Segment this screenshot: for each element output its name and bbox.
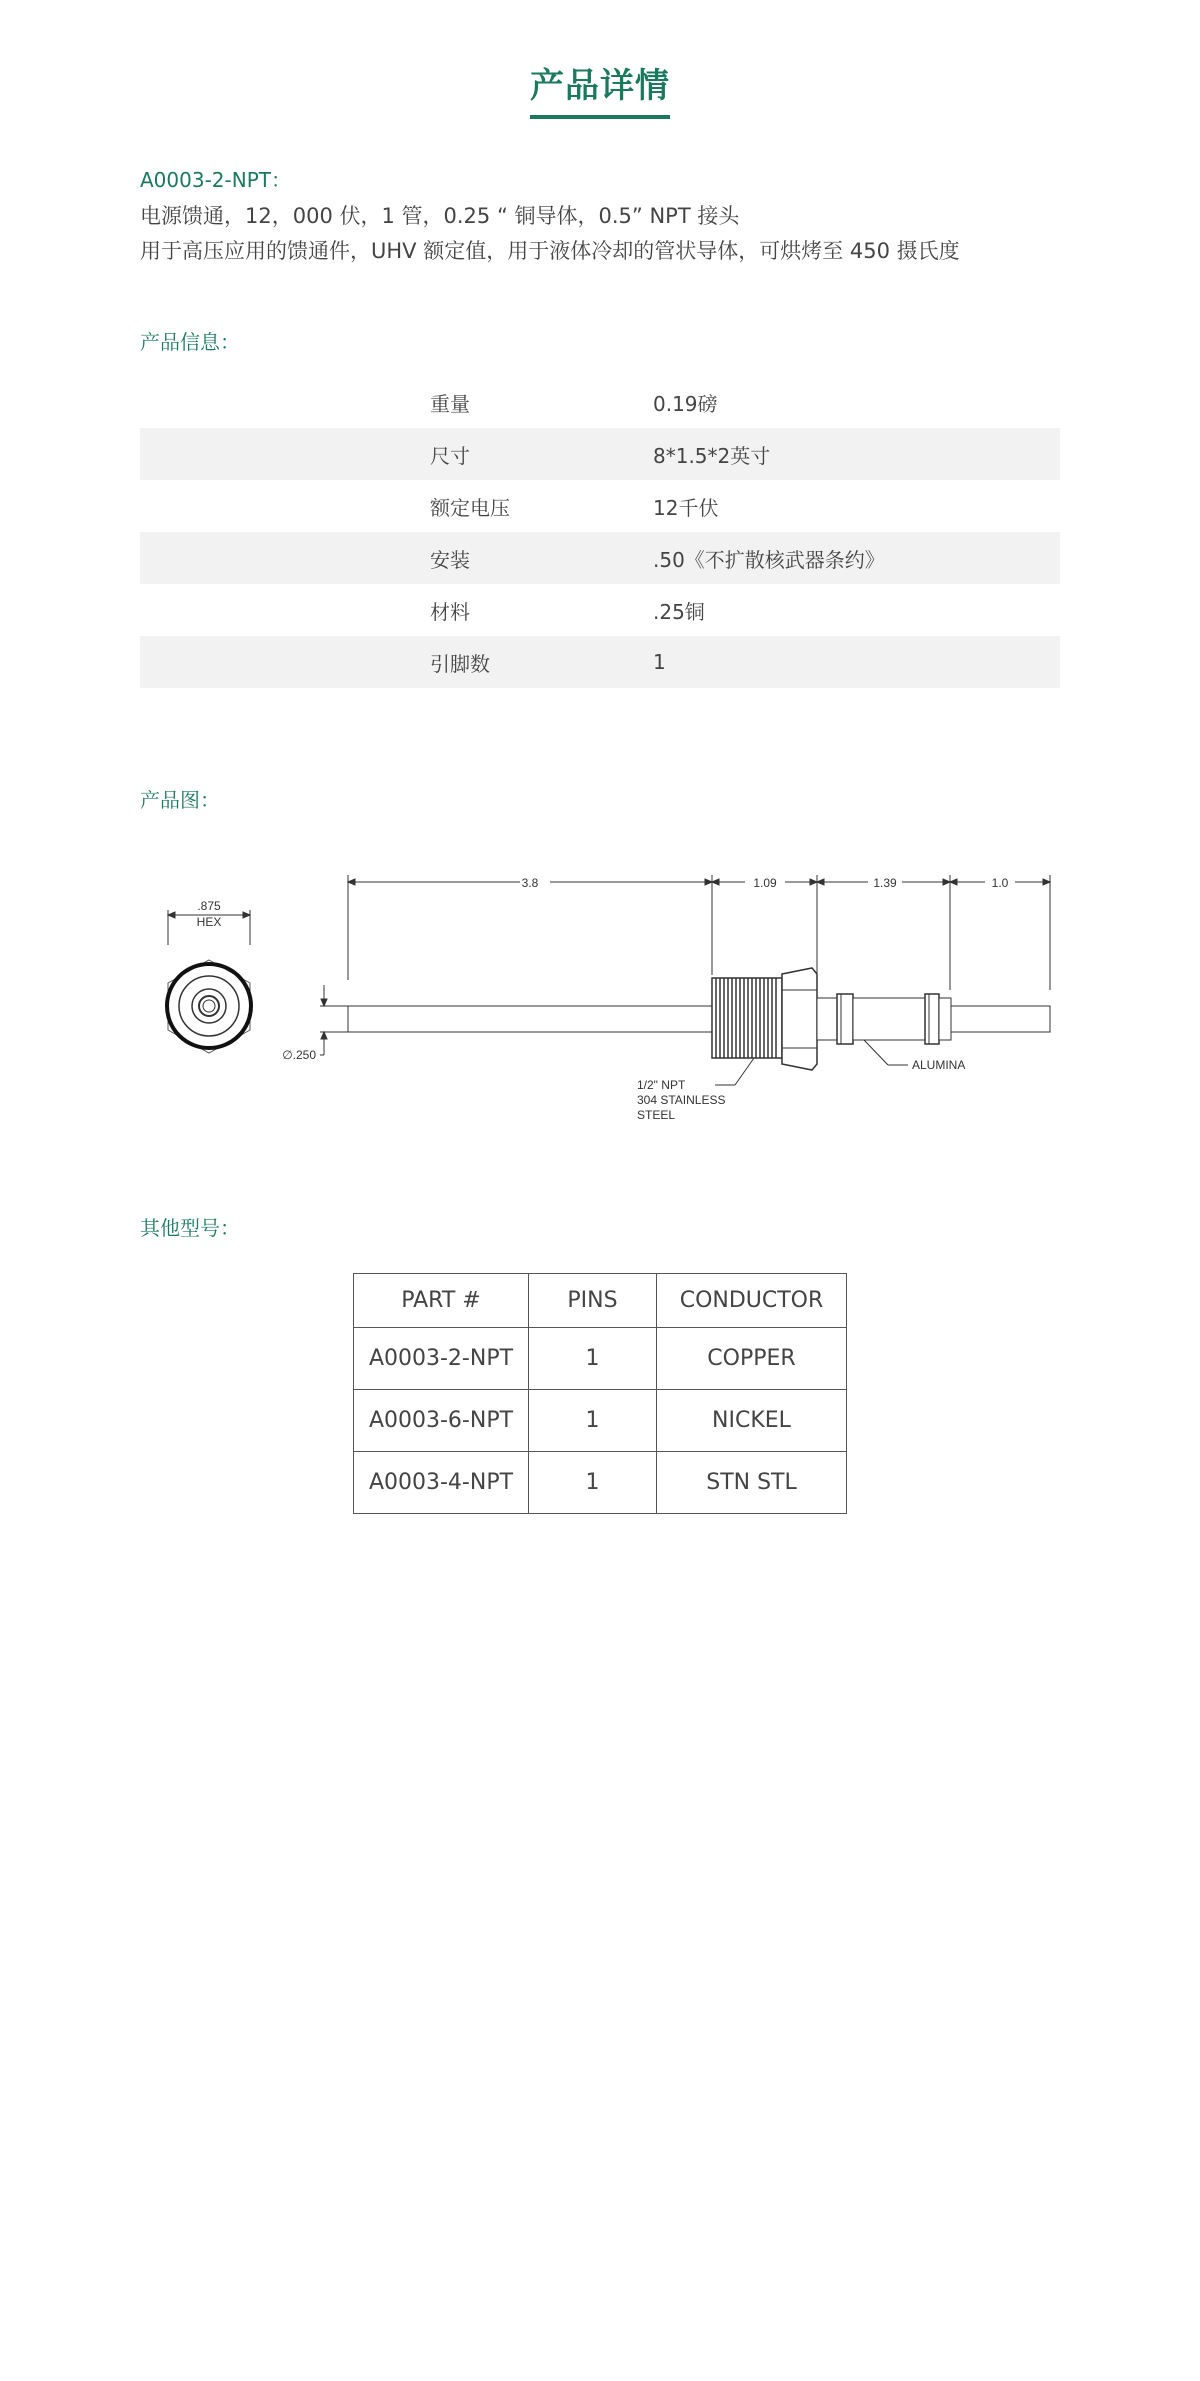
info-row-pins	[140, 636, 1060, 688]
side-view	[282, 875, 1050, 1122]
info-key: 尺寸	[430, 443, 470, 468]
info-row-mounting	[140, 532, 1060, 584]
page-title: 产品详情	[530, 58, 670, 119]
info-row-size	[140, 428, 1060, 480]
product-info-table	[140, 376, 1060, 688]
cell-conductor: STN STL	[657, 1452, 847, 1514]
dimension-c: 1.39	[873, 876, 897, 890]
dimension-b: 1.09	[753, 876, 777, 890]
cell-conductor: COPPER	[657, 1328, 847, 1390]
info-row-voltage	[140, 480, 1060, 532]
table-row	[354, 1452, 847, 1514]
info-key: 额定电压	[430, 495, 510, 520]
info-key: 引脚数	[430, 651, 490, 676]
header-pins: PINS	[529, 1274, 657, 1328]
info-value: .25铜	[653, 599, 705, 624]
dimension-d: 1.0	[991, 876, 1009, 890]
header-conductor: CONDUCTOR	[657, 1274, 847, 1328]
section-label-other-models: 其他型号：	[140, 1216, 240, 1240]
info-key: 安装	[430, 547, 470, 572]
cell-pins: 1	[529, 1390, 657, 1452]
info-value: .50《不扩散核武器条约》	[653, 547, 885, 572]
info-value: 8*1.5*2英寸	[653, 443, 771, 468]
info-key: 材料	[430, 599, 470, 624]
npt-label-line-2: 304 STAINLESS	[637, 1093, 726, 1107]
section-label-product-info: 产品信息：	[140, 330, 240, 354]
cell-conductor: NICKEL	[657, 1390, 847, 1452]
cell-pins: 1	[529, 1328, 657, 1390]
cell-pins: 1	[529, 1452, 657, 1514]
cell-part: A0003-4-NPT	[354, 1452, 529, 1514]
alumina-label: ALUMINA	[912, 1058, 966, 1072]
page-title-wrap	[0, 58, 1200, 119]
cell-part: A0003-6-NPT	[354, 1390, 529, 1452]
end-view	[167, 899, 251, 1053]
other-models-table	[353, 1273, 847, 1514]
description-line-2: 用于高压应用的馈通件，UHV 额定值，用于液体冷却的管状导体，可烘烤至 450 摄氏度	[140, 239, 960, 263]
hex-dimension: .875	[197, 899, 221, 913]
info-value: 12千伏	[653, 495, 719, 520]
hex-label: HEX	[196, 915, 222, 929]
npt-label-line-1: 1/2" NPT	[637, 1078, 686, 1092]
header-part: PART #	[354, 1274, 529, 1328]
table-header-row	[354, 1274, 847, 1328]
npt-label-line-3: STEEL	[637, 1108, 676, 1122]
info-value: 1	[653, 650, 666, 674]
info-value: 0.19磅	[653, 391, 718, 416]
section-label-product-figure: 产品图：	[140, 788, 220, 812]
model-code: A0003-2-NPT：	[140, 168, 291, 192]
cell-part: A0003-2-NPT	[354, 1328, 529, 1390]
info-row-weight	[140, 376, 1060, 428]
diameter-label: ∅.250	[282, 1048, 316, 1062]
info-key: 重量	[430, 391, 470, 416]
table-row	[354, 1328, 847, 1390]
dimension-a: 3.8	[521, 876, 539, 890]
info-row-material	[140, 584, 1060, 636]
table-row	[354, 1390, 847, 1452]
description-line-1: 电源馈通，12，000 伏，1 管，0.25 “ 铜导体，0.5” NPT 接头	[140, 204, 740, 228]
product-drawing	[140, 850, 1060, 1130]
